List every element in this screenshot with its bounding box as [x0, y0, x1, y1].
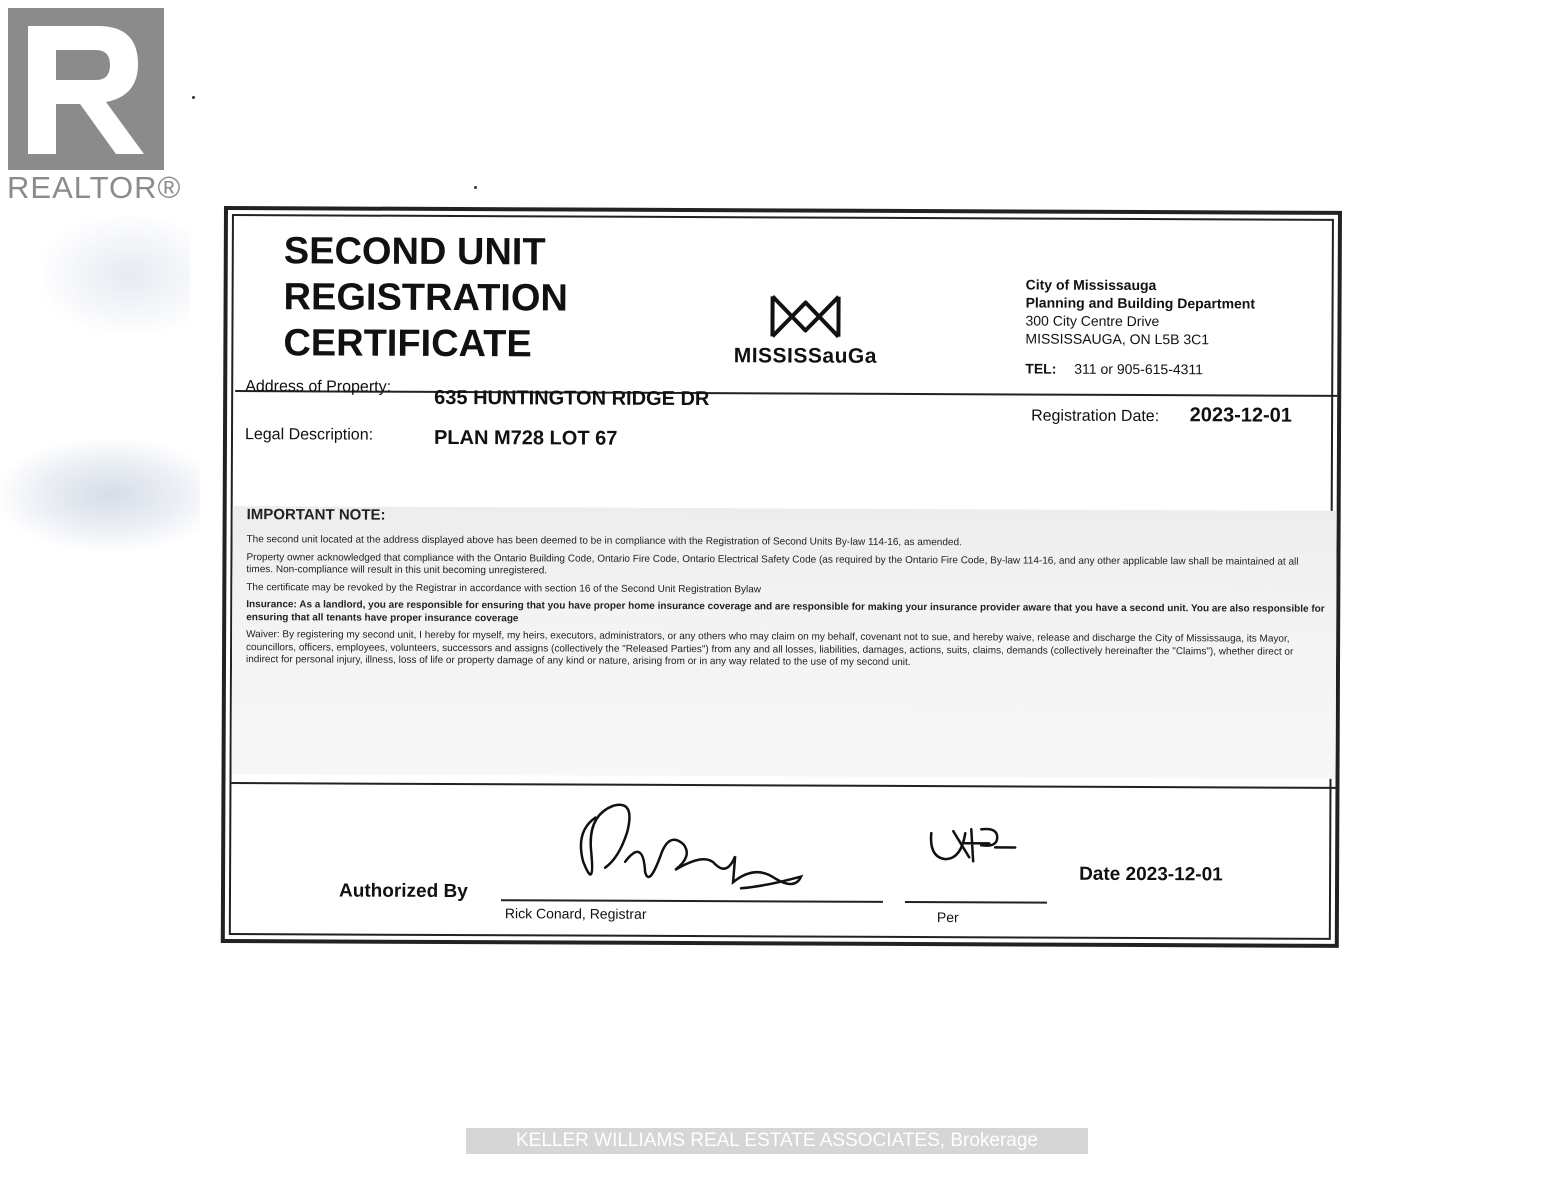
- note-insurance: Insurance: As a landlord, you are responsible for ensuring that you have proper home insurance coverage and are responsible for making your insurance provider aware that you have a second unit. You are also responsible for ensuring that all tenants have proper insurance coverage: [246, 599, 1325, 624]
- legal-description-value: PLAN M728 LOT 67: [433, 426, 618, 450]
- note-revocation: The certificate may be revoked by the Registrar in accordance with section 16 of the Second Unit Registration Bylaw: [246, 581, 762, 595]
- registration-date: [1031, 404, 1292, 428]
- registrar-signature: [565, 791, 815, 902]
- important-note-section: [232, 506, 1337, 779]
- signature-date: Date 2023-12-01: [1079, 863, 1223, 886]
- certificate: [221, 206, 1342, 948]
- note-compliance: The second unit located at the address displayed above has been deemed to be in compliance with the Registration of Second Units By-law 114-16, as amended.: [246, 534, 962, 549]
- mississauga-emblem-icon: [768, 290, 842, 340]
- title-line: SECOND UNIT: [283, 230, 546, 274]
- important-note-heading: IMPORTANT NOTE:: [246, 506, 386, 524]
- per-initials-signature: [925, 821, 1035, 871]
- title-line: CERTIFICATE: [283, 322, 532, 366]
- authorized-by-label: Authorized By: [338, 880, 468, 903]
- note-owner-acknowledgement: Property owner acknowledged that compliance with the Ontario Building Code, Ontario Fire Code, Ontario Electrical Safety Code (as required by the Ontario Fire Code, By-law 114-16, and any other applicable law shall be maintained at all times. Non-compliance will result in this unit becoming unregistered.: [246, 551, 1299, 577]
- scan-speck: [192, 96, 195, 99]
- legal-description-label: Legal Description:: [244, 426, 374, 444]
- office-department: Planning and Building Department: [1025, 294, 1256, 312]
- realtor-r-icon: [8, 8, 164, 170]
- office-telephone: [1025, 359, 1255, 378]
- mississauga-logo: [725, 290, 885, 369]
- important-note-body: [246, 534, 1327, 676]
- registration-date-value: 2023-12-01: [1189, 404, 1292, 427]
- title-line: REGISTRATION: [283, 276, 568, 320]
- issuing-office: [1025, 275, 1255, 378]
- office-city: City of Mississauga: [1025, 276, 1157, 294]
- brokerage-footer: KELLER WILLIAMS REAL ESTATE ASSOCIATES, Brokerage: [466, 1128, 1088, 1154]
- office-street: 300 City Centre Drive: [1025, 312, 1160, 330]
- registrar-name: Rick Conard, Registrar: [504, 905, 647, 922]
- scan-smudge: [40, 215, 190, 335]
- address-value: 635 HUNTINGTON RIDGE DR: [434, 386, 710, 411]
- per-label: Per: [936, 909, 959, 926]
- office-city-postal: MISSISSAUGA, ON L5B 3C1: [1025, 330, 1210, 348]
- tel-value: 311 or 905-615-4311: [1074, 360, 1204, 378]
- note-waiver: Waiver: By registering my second unit, I hereby for myself, my heirs, executors, administrators, or any others who may claim on my behalf, covenant not to sue, and hereby waive, release and discharge the City of Mississauga, its Mayor, councillors, officers, employees, volunteers, successors and assigns (collectively the "Released Parties") from any and all losses, liabilities, damages, actions, suits, claims, demands (collectively hereinafter the "Claims"), whether direct or indirect for personal injury, illness, loss of life or property damage of any kind or nature, arising from or in any way related to the use of my second unit.: [245, 629, 1294, 669]
- realtor-wordmark: REALTOR®: [7, 170, 182, 205]
- scan-smudge: [0, 440, 200, 550]
- tel-label: TEL:: [1025, 360, 1057, 377]
- address-label: Address of Property:: [245, 378, 392, 396]
- realtor-logo: [8, 8, 180, 170]
- certificate-title: [283, 228, 568, 367]
- mississauga-wordmark: MISSISSauGa: [733, 344, 878, 368]
- scan-speck: [474, 186, 477, 189]
- registration-date-label: Registration Date:: [1031, 407, 1160, 426]
